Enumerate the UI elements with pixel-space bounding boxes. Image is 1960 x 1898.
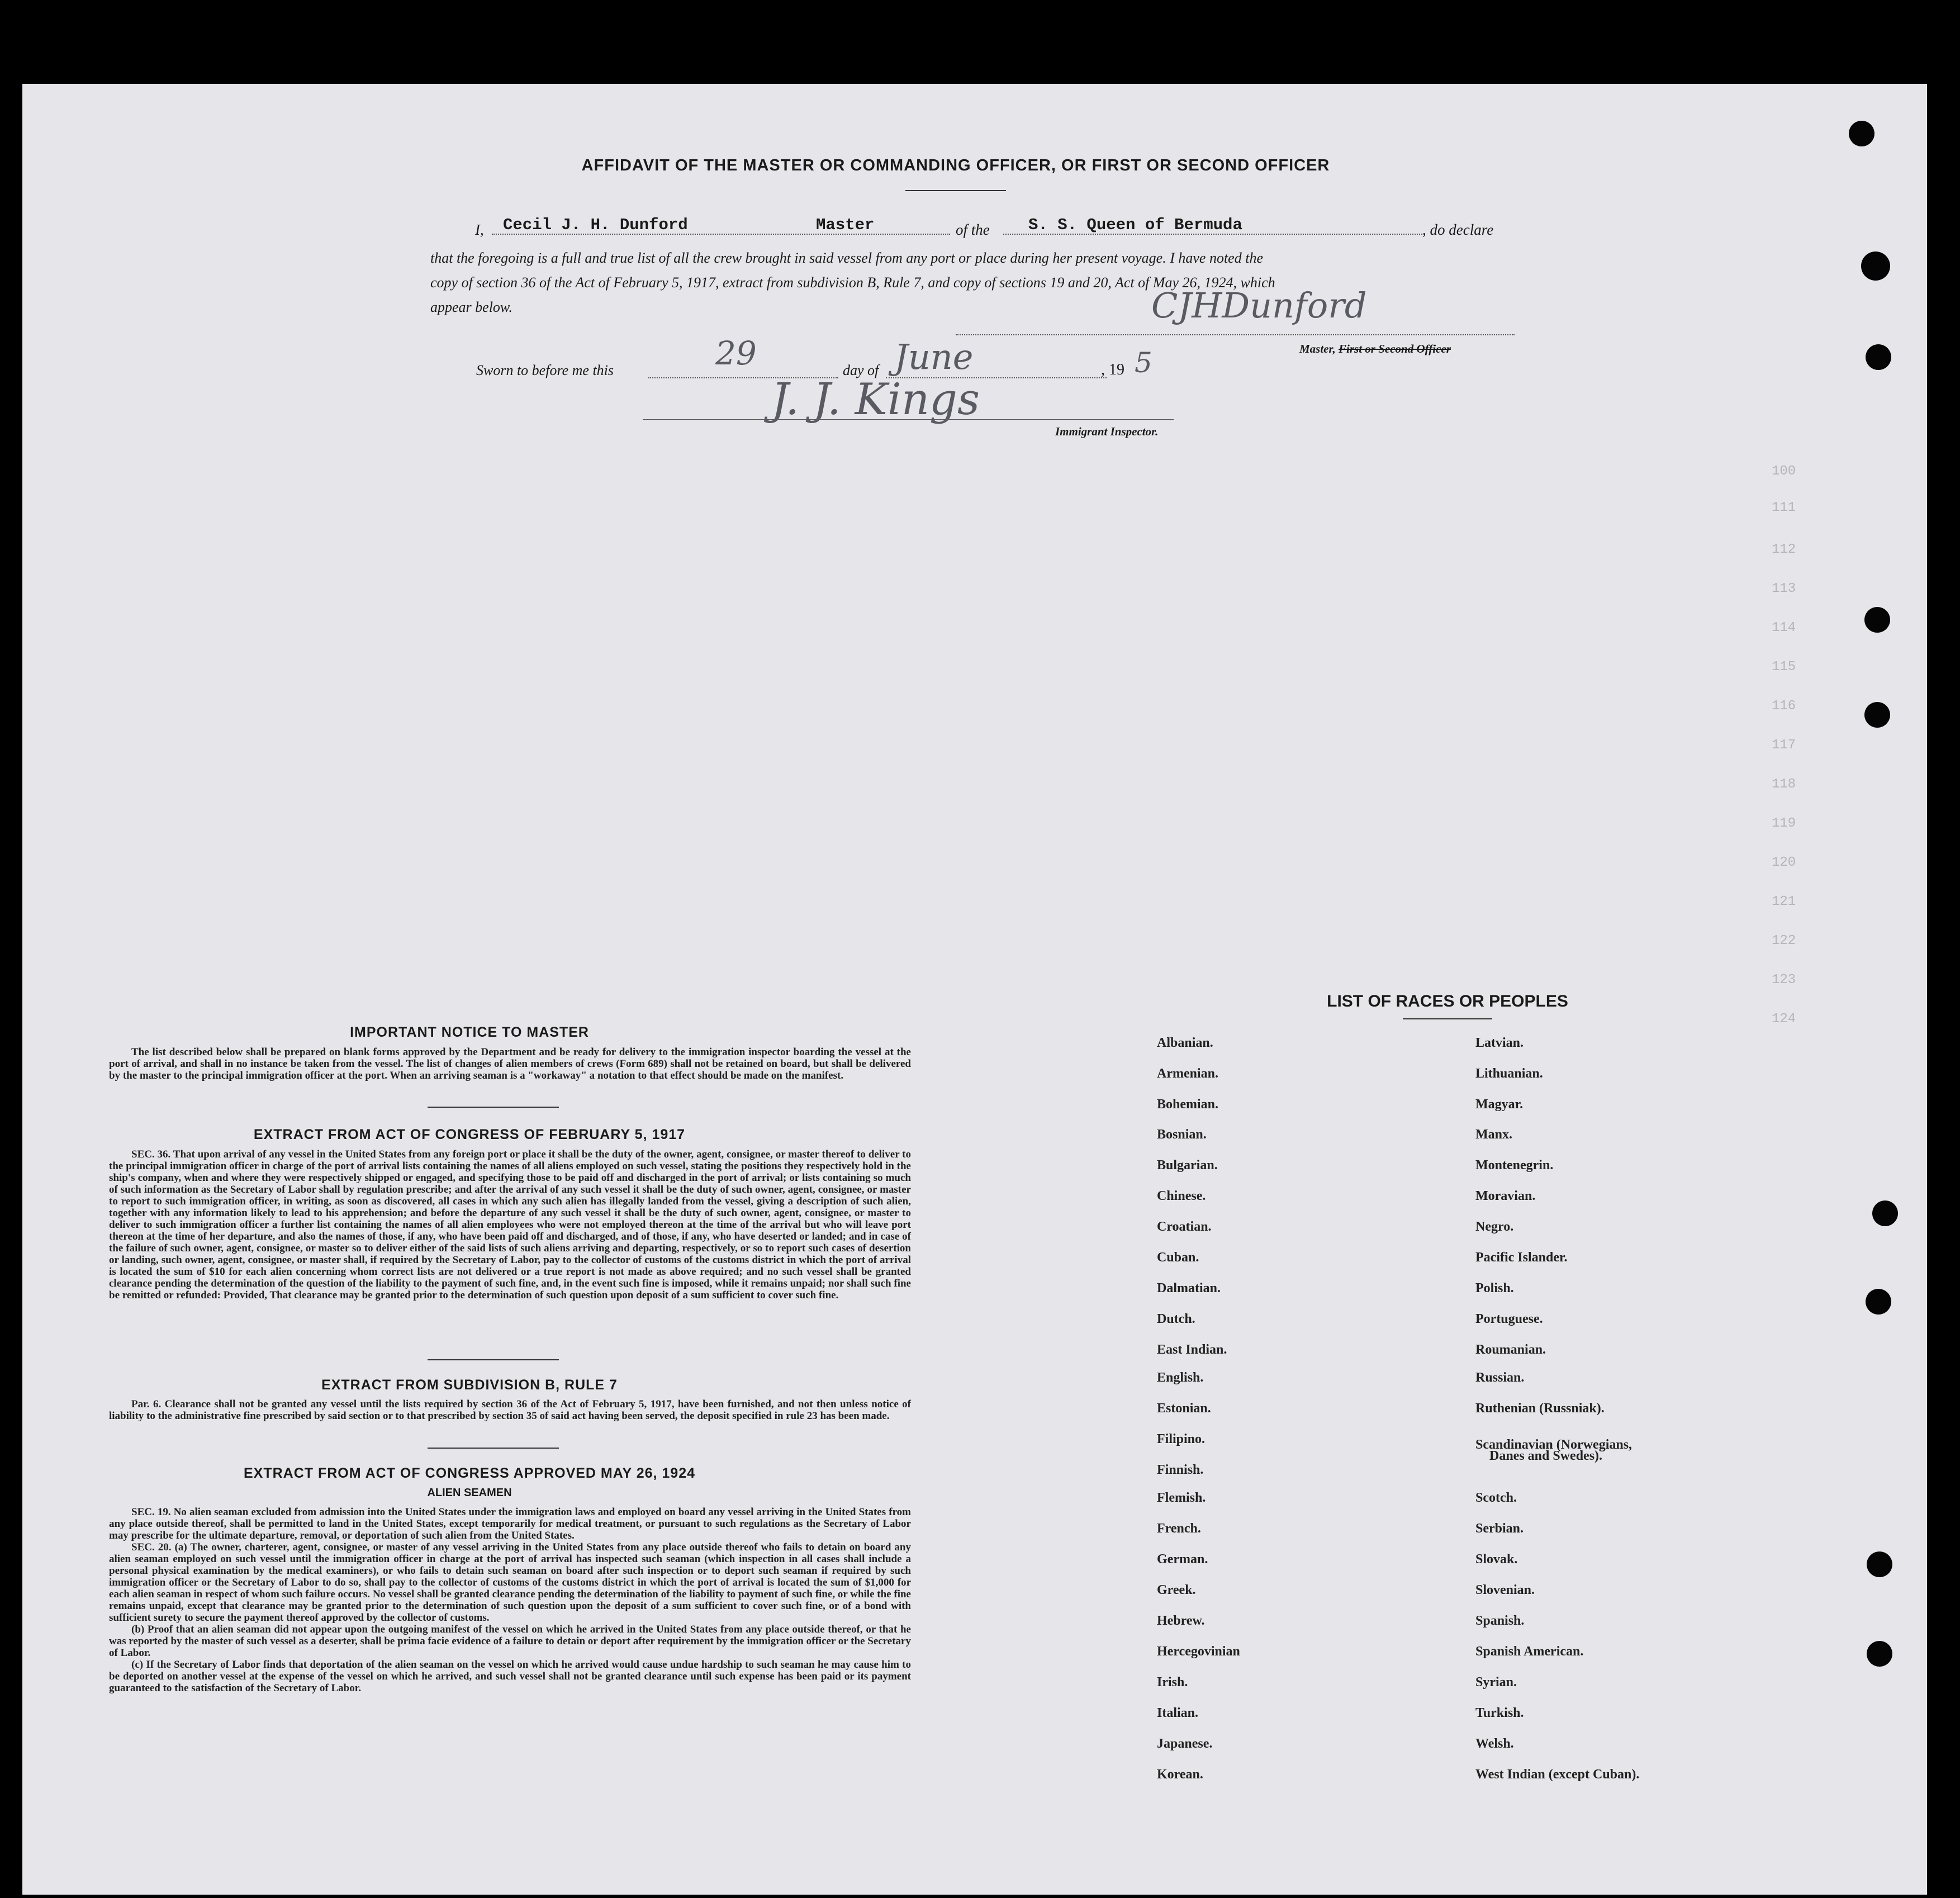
extract-1917-title: EXTRACT FROM ACT OF CONGRESS OF FEBRUARY 5, 1917 — [253, 1127, 686, 1142]
race-item: Korean. — [1157, 1767, 1203, 1782]
race-item: Spanish American. — [1475, 1644, 1584, 1659]
inspector-label: Immigrant Inspector. — [1055, 425, 1159, 438]
race-item: Cuban. — [1157, 1250, 1199, 1265]
race-item: Filipino. — [1157, 1432, 1206, 1446]
race-item: Bohemian. — [1157, 1097, 1219, 1112]
race-item: Hercegovinian — [1157, 1644, 1240, 1659]
race-item: Albanian. — [1157, 1036, 1213, 1050]
races-title: LIST OF RACES OR PEOPLES — [1327, 992, 1568, 1010]
rule7-text: Par. 6. Clearance shall not be granted any vessel until the lists required by section 36 of the Act of February 5, 1917, have been furnished, and not then unless notice of liability to the administrative fine prescribed by said section or to that prescribed by section 35 of said act having been served, the deposit specified in rule 23 has been made. — [109, 1398, 911, 1422]
sec19-text: SEC. 19. No alien seaman excluded from admission into the United States under the immigration laws and employed on board any vessel arriving in the United States from any place outside thereof, shall be permitted to land in the United States, except temporarily for medical treatment, or pursuant to such regulations as the Secretary of Labor may prescribe for the ultimate departure, removal, or deportation of such alien from the United States. — [109, 1506, 911, 1541]
affidavit-line-3: copy of section 36 of the Act of February 5, 1917, extract from subdivision B, Rule 7, and copy of sections 19 and 20, Act of May 26, 1924, which — [430, 274, 1275, 291]
sworn-label: Sworn to before me this — [476, 362, 614, 378]
race-item: Chinese. — [1157, 1189, 1206, 1203]
races-divider — [1403, 1018, 1492, 1019]
title-divider — [905, 190, 1006, 191]
day-of-label: day of — [843, 362, 879, 378]
binder-hole — [1872, 1201, 1898, 1226]
extract-1917-divider — [428, 1359, 559, 1360]
master-label-wrap — [1299, 342, 1451, 356]
notice-title: IMPORTANT NOTICE TO MASTER — [350, 1024, 589, 1040]
master-name: Cecil J. H. Dunford — [503, 216, 688, 234]
binder-hole — [1864, 607, 1890, 633]
race-item: English. — [1157, 1370, 1204, 1385]
race-item: Scandinavian (Norwegians, — [1475, 1437, 1632, 1452]
race-item: Manx. — [1475, 1127, 1512, 1142]
sec20b-text: (b) Proof that an alien seaman did not appear upon the outgoing manifest of the vessel on which he arrived in the United States from any place outside thereof, or that he was reported by the master of such vessel as a deserter, shall be prima facie evidence of a failure to detain or deport after requirement by the immigration officer or the Secretary of Labor. — [109, 1624, 911, 1659]
race-item: Portuguese. — [1475, 1312, 1543, 1326]
extract-1924-body — [109, 1506, 911, 1694]
race-item: Slovak. — [1475, 1552, 1518, 1567]
race-item: Croatian. — [1157, 1220, 1212, 1234]
sec20c-text: (c) If the Secretary of Labor finds that deportation of the alien seaman on the vessel on which he arrived would cause undue hardship to such seaman he may cause him to be deported on another vessel at the expense of the vessel on which he arrived, and such vessel shall not be granted clearance until such expense has been paid or its payment guaranteed to the satisfaction of the Secretary of Labor. — [109, 1659, 911, 1694]
sworn-month: June — [894, 336, 974, 377]
extract-1924-title: EXTRACT FROM ACT OF CONGRESS APPROVED MAY 26, 1924 — [243, 1465, 696, 1481]
rule7-divider — [428, 1448, 559, 1449]
race-item: Montenegrin. — [1475, 1158, 1554, 1173]
race-item: Dutch. — [1157, 1312, 1195, 1326]
binder-hole — [1866, 1289, 1891, 1315]
race-item: Welsh. — [1475, 1736, 1514, 1751]
race-item: Lithuanian. — [1475, 1066, 1543, 1081]
sworn-day: 29 — [715, 334, 757, 372]
affidavit-title: AFFIDAVIT OF THE MASTER OR COMMANDING OFFICER, OR FIRST OR SECOND OFFICER — [581, 156, 1330, 174]
race-item: Dalmatian. — [1157, 1281, 1221, 1296]
struck-officer-label: First or Second Officer — [1339, 342, 1451, 355]
race-item: Spanish. — [1475, 1614, 1525, 1628]
race-item: Latvian. — [1475, 1036, 1524, 1050]
extract-1924-subtitle: ALIEN SEAMEN — [427, 1487, 512, 1499]
race-item: Negro. — [1475, 1220, 1514, 1234]
race-item: Serbian. — [1475, 1521, 1524, 1536]
race-item: Finnish. — [1157, 1463, 1204, 1477]
binder-hole — [1861, 252, 1890, 281]
race-item: Italian. — [1157, 1706, 1199, 1720]
race-item: Scotch. — [1475, 1491, 1517, 1505]
race-item: German. — [1157, 1552, 1208, 1567]
binder-hole — [1864, 702, 1890, 728]
race-item: Pacific Islander. — [1475, 1250, 1568, 1265]
race-item: Flemish. — [1157, 1491, 1206, 1505]
document-page: 100 111 112 113 114 115 116 117 118 119 120 121 122 123 124 AFFIDAVIT OF THE MASTER OR COMMANDING OFFICER, OR FIRST OR SECOND OFFICER I, Cecil J. H. Dunford Master of the S. S. Queen of Bermuda , do declare that the foregoing is a full and true list of all the crew brought in said vessel from any port or place during her present voyage. I have noted the copy of section 36 of the Act of February 5, 1917, extract from subdivision B, Rule 7, and copy of sections 19 and 20, Act of May 26, 1924, which appear below. CJHDunford Master, First or Second Officer Sworn to before me this 29 day of June , 19 5 J. J. Kings Immigrant Inspector. IMPORTANT NOTICE TO MASTER The list described below shall be prepared on blank forms approved by the Department and be ready for delivery to the immigration inspector boarding the vessel at the port of arrival, and shall in no instance be taken from the vessel. The list of changes of alien members of crews (Form 689) shall not be retained on board, but shall be delivered by the master to the principal immigration officer at the port. When an arriving seaman is a "workaway" a notation to that effect should be made on the manifest. EXTRACT FROM ACT OF CONGRESS OF FEBRUARY 5, 1917 SEC. 36. That upon arrival of any vessel in the United States from any foreign port or place it shall be the duty of the owner, agent, consignee, or master thereof to deliver to the principal immigration officer in charge of the port of arrival lists containing the names of all aliens employed on such vessel, stating the positions they respectively hold in the ship's company, when and where they were respectively shipped or engaged, and specifying those to be paid off and discharged in the port of arrival; or lists containing so much of such information as the Secretary of Labor shall by regulation prescribe; and after the arrival of any such vessel it shall be the duty of such owner, agent, consignee, or master to report to such immigration officer, in writing, as soon as discovered, all cases in which any such alien has illegally landed from the vessel, giving a description of such alien, together with any information likely to lead to his apprehension; and before the departure of any such vessel it shall be the duty of such owner, agent, consignee, or master to deliver to such immigration officer a further list containing the names of all alien employees who were not employed thereon at the time of the arrival but who will leave port thereon at the time of her departure, and also the names of those, if any, who have been paid off and discharged, and of those, if any, who have deserted or landed; and in case of the failure of such owner, agent, consignee, or master so to deliver either of the said lists of such aliens arriving and departing, respectively, or so to report such cases of desertion or landing, such owner, agent, consignee, or master shall, if required by the Secretary of Labor, pay to the collector of customs of the customs district in which the port of arrival is located the sum of $10 for each alien concerning whom correct lists are not delivered or a true report is not made as above required; and no such vessel shall be granted clearance pending the determination of the question of the liability to the payment of such fine, and, in the event such fine is imposed, while it remains unpaid; nor shall such fine be remitted or refunded: Provided, That clearance may be granted prior to the determination of such question upon deposit of a sum sufficient to cover such fine. EXTRACT FROM SUBDIVISION B, RULE 7 Par. 6. Clearance shall not be granted any vessel until the lists required by section 36 of the Act of February 5, 1917, have been furnished, and not then unless notice of liability to the administrative fine prescribed by said section or to that prescribed by section 35 of said act having been served, the deposit specified in rule 23 has been made. EXTRACT FROM ACT OF CONGRESS APPROVED MAY 26, 1924 ALIEN SEAMEN SEC. 19. No alien seaman excluded from admission into the United States under the immigration laws and employed on board any vessel arriving in the United States from any place outside thereof, shall be permitted to land in the United States, except temporarily for medical treatment, or pursuant to such regulations as the Secretary of Labor may prescribe for the ultimate departure, removal, or deportation of such alien from the United States. SEC. 20. (a) The owner, charterer, agent, consignee, or master of any vessel arriving in the United States from any place outside thereof who fails to detain on board any alien seaman employed on such vessel until the immigration officer in charge at the port of arrival has inspected such seaman (which inspection in all cases shall include a personal physical examination by the medical examiners), or who fails to detain such seaman on board after such inspection or to deport such seaman if required by such immigration officer or the Secretary of Labor to do so, shall pay to the collector of customs of the customs district in which the port of arrival is located the sum of $1,000 for each alien seaman in respect of whom such failure occurs. No vessel shall be granted clearance pending the determination of the liability to payment of such fine, or while the fine remains unpaid, except that clearance may be granted prior to the determination of such question upon the deposit of a sum sufficient to cover such fine, or of a bond with sufficient surety to secure the payment thereof approved by the collector of customs. (b) Proof that an alien seaman did not appear upon the outgoing manifest of the vessel on which he arrived in the United States from any place outside thereof, or that he was reported by the master of such vessel as a deserter, shall be prima facie evidence of a failure to detain or deport after requirement by the immigration officer or the Secretary of Labor. (c) If the Secretary of Labor finds that deportation of the alien seaman on the vessel on which he arrived would cause undue hardship to such seaman he may cause him to be deported on another vessel at the expense of the vessel on which he arrived, and such vessel shall not be granted clearance until such expense has been paid or its payment guaranteed to the satisfaction of the Secretary of Labor. LIST OF RACES OR PEOPLES Albanian. Armenian. Bohemian. Bosnian. Bulgarian. Chinese. Croatian. Cuban. Dalmatian. Dutch. East Indian. English. Estonian. Filipino. Finnish. Flemish. French. German. Greek. Hebrew. Hercegovinian Irish. Italian. Japanese. Korean. Latvian. Lithuanian. Magyar. Manx. Montenegrin. Moravian. Negro. Pacific Islander. Polish. Portuguese. Roumanian. Russian. Ruthenian (Russniak). Scandinavian (Norwegians, Scotch. Serbian. Slovak. Slovenian. Spanish. Spanish American. Syrian. Turkish. Welsh. West Indian (except Cuban). Danes and Swedes). — [22, 84, 1927, 1895]
sec20a-text: SEC. 20. (a) The owner, charterer, agent, consignee, or master of any vessel arriving in the United States from any place outside thereof who fails to detain on board any alien seaman employed on such vessel until the immigration officer in charge at the port of arrival has inspected such seaman (which inspection in all cases shall include a personal physical examination by the medical examiners), or who fails to detain such seaman on board after such inspection or to deport such seaman if required by such immigration officer or the Secretary of Labor to do so, shall pay to the collector of customs of the customs district in which the port of arrival is located the sum of $1,000 for each alien seaman in respect of whom such failure occurs. No vessel shall be granted clearance pending the determination of the liability to payment of such fine, or while the fine remains unpaid, except that clearance may be granted prior to the determination of such question upon the deposit of a sum sufficient to cover such fine, or of a bond with sufficient surety to secure the payment thereof approved by the collector of customs. — [109, 1541, 911, 1624]
master-signature: CJHDunford — [1151, 285, 1367, 326]
race-item: Greek. — [1157, 1583, 1196, 1597]
master-signature-line — [956, 334, 1515, 335]
master-label: Master, — [1299, 342, 1336, 355]
declare-label: , do declare — [1422, 221, 1494, 238]
race-item: French. — [1157, 1521, 1201, 1536]
rule7-title: EXTRACT FROM SUBDIVISION B, RULE 7 — [321, 1377, 618, 1393]
race-item: Syrian. — [1475, 1675, 1517, 1690]
race-scandinavian-continued: Danes and Swedes). — [1489, 1449, 1603, 1463]
race-item: Irish. — [1157, 1675, 1188, 1690]
of-the-label: of the — [956, 221, 990, 238]
binder-hole — [1866, 344, 1891, 370]
year-prefix: , 19 — [1101, 361, 1124, 378]
race-item: Ruthenian (Russniak). — [1475, 1401, 1605, 1416]
race-item: Russian. — [1475, 1370, 1525, 1385]
race-item: West Indian (except Cuban). — [1475, 1767, 1640, 1782]
race-item: Armenian. — [1157, 1066, 1218, 1081]
master-rank: Master — [816, 216, 875, 234]
race-item: Turkish. — [1475, 1706, 1524, 1720]
affidavit-line-2: that the foregoing is a full and true list of all the crew brought in said vessel from any port or place during her present voyage. I have noted the — [430, 250, 1263, 266]
notice-divider — [428, 1107, 559, 1108]
binder-hole — [1849, 121, 1874, 146]
race-item: Bosnian. — [1157, 1127, 1207, 1142]
vessel-name: S. S. Queen of Bermuda — [1028, 216, 1242, 234]
binder-hole — [1867, 1641, 1892, 1667]
inspector-signature: J. J. Kings — [771, 374, 980, 425]
binder-hole — [1867, 1551, 1892, 1577]
affidavit-pronoun: I, — [475, 221, 484, 238]
race-item: Slovenian. — [1475, 1583, 1535, 1597]
race-item: Bulgarian. — [1157, 1158, 1218, 1173]
affidavit-line-4: appear below. — [430, 299, 512, 315]
race-item: Moravian. — [1475, 1189, 1536, 1203]
year-handwritten: 5 — [1135, 347, 1152, 379]
notice-text: The list described below shall be prepared on blank forms approved by the Department and be ready for delivery to the immigration inspector boarding the vessel at the port of arrival, and shall in no instance be taken from the vessel. The list of changes of alien members of crews (Form 689) shall not be retained on board, but shall be delivered by the master to the principal immigration officer at the port. When an arriving seaman is a "workaway" a notation to that effect should be made on the manifest. — [109, 1046, 911, 1081]
race-item: Polish. — [1475, 1281, 1514, 1296]
race-item: Estonian. — [1157, 1401, 1211, 1416]
race-item: Hebrew. — [1157, 1614, 1205, 1628]
race-item: Roumanian. — [1475, 1342, 1546, 1357]
race-item: Magyar. — [1475, 1097, 1524, 1112]
extract-1917-text: SEC. 36. That upon arrival of any vessel in the United States from any foreign port or place it shall be the duty of the owner, agent, consignee, or master thereof to deliver to the principal immigration officer in charge of the port of arrival lists containing the names of all aliens employed on such vessel, stating the positions they respectively hold in the ship's company, when and where they were respectively shipped or engaged, and specifying those to be paid off and discharged in the port of arrival; or lists containing so much of such information as the Secretary of Labor shall by regulation prescribe; and after the arrival of any such vessel it shall be the duty of such owner, agent, consignee, or master to report to such immigration officer, in writing, as soon as discovered, all cases in which any such alien has illegally landed from the vessel, giving a description of such alien, together with any information likely to lead to his apprehension; and before the departure of any such vessel it shall be the duty of such owner, agent, consignee, or master to deliver to such immigration officer a further list containing the names of all alien employees who were not employed thereon at the time of the arrival but who will leave port thereon at the time of her departure, and also the names of those, if any, who have been paid off and discharged, and of those, if any, who have deserted or landed; and in case of the failure of such owner, agent, consignee, or master so to deliver either of the said lists of such aliens arriving and departing, respectively, or so to report such cases of desertion or landing, such owner, agent, consignee, or master shall, if required by the Secretary of Labor, pay to the collector of customs of the customs district in which the port of arrival is located the sum of $10 for each alien concerning whom correct lists are not delivered or a true report is not made as above required; and no such vessel shall be granted clearance pending the determination of the question of the liability to the payment of such fine, and, in the event such fine is imposed, while it remains unpaid; nor shall such fine be remitted or refunded: Provided, That clearance may be granted prior to the determination of such question upon deposit of a sum sufficient to cover such fine. — [109, 1149, 911, 1301]
race-item: East Indian. — [1157, 1342, 1227, 1357]
race-item: Japanese. — [1157, 1736, 1213, 1751]
